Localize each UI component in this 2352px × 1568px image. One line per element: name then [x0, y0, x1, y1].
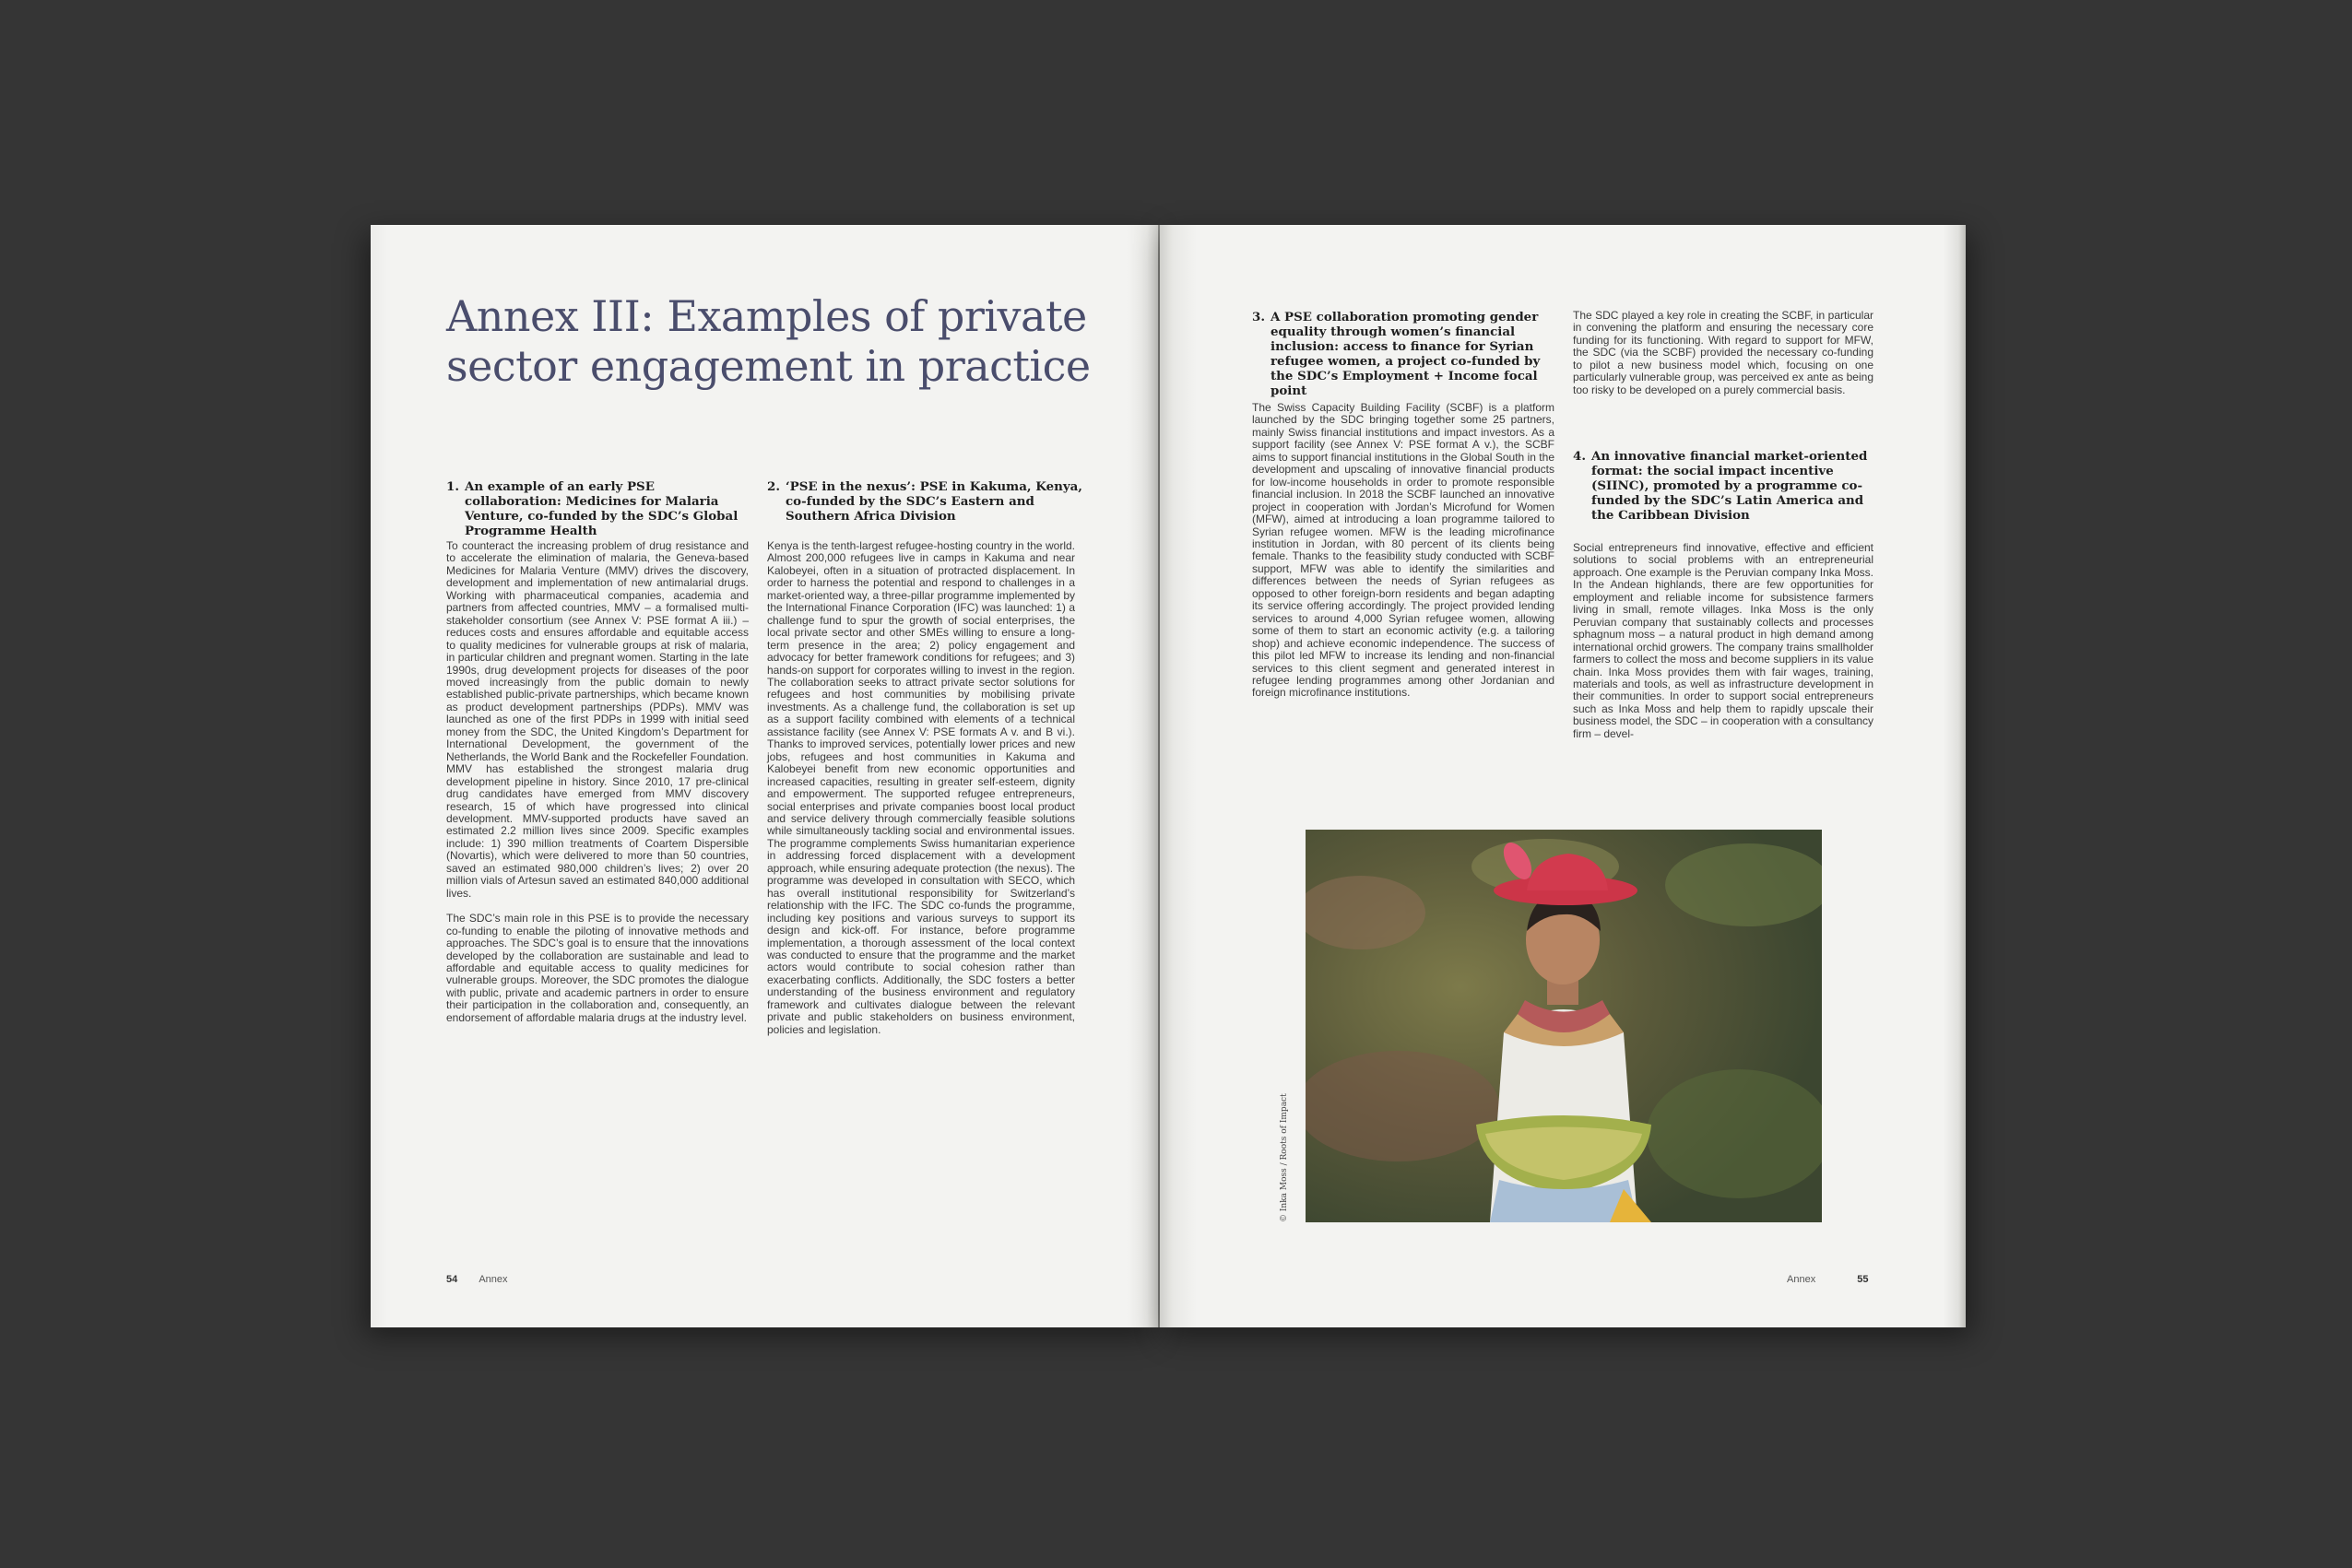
section-3-body-b — [1573, 310, 1873, 409]
page-number: 55 — [1857, 1274, 1869, 1285]
section-4-paragraph: Social entrepreneurs find innovative, effective and efficient solutions to social problems with an entrepreneurial approach. One example is the Peruvian company Inka Moss. In the Andean highlands, there are few opportunities for employment and reliable income for subsistence farmers living in small, remote villages. Inka Moss is the only Peruvian company that sustainably collects and processes sphagnum moss – a natural product in high demand among international orchid growers. The company trains smallholder farmers to collect the moss and become suppliers in its value chain. Inka Moss provides them with fair wages, training, materials and tools, as well as infrastructure development in their communities. In order to support social entrepreneurs such as Inka Moss and help them to rapidly upscale their business model, the SDC – in cooperation with a consultancy firm – devel- — [1573, 541, 1873, 740]
section-3-heading-text: A PSE collaboration promoting gender equality through women’s financial inclusion: access to finance for Syrian refugee women, a project co-funded by the SDC’s Employment + Income focal point — [1271, 310, 1541, 398]
section-1-number: 1. — [446, 479, 459, 494]
left-page — [371, 225, 1158, 1327]
section-4-body — [1573, 542, 1873, 753]
section-1-heading-text: An example of an early PSE collaboration: Medicines for Malaria Venture, co-funded by the SDC’s Global Programme Health — [465, 479, 739, 538]
folio-label: Annex — [479, 1274, 508, 1285]
section-3-paragraph: The Swiss Capacity Building Facility (SCBF) is a platform launched by the SDC bringing together some 25 partners, mainly Swiss financial institutions and impact investors. As a support facility (see Annex V: PSE format A v.), the SCBF aims to support financial institutions in the Global South in the development and upscaling of innovative financial products for low-income households in order to promote responsible financial inclusion. In 2018 the SCBF launched an innovative project in cooperation with Jordan’s Microfund for Women (MFW), aimed at introducing a loan programme tailored to Syrian refugee women. MFW is the leading microfinance institution in Jordan, with 80 percent of its clients being female. Thanks to the feasibility study conducted with SCBF support, MFW was able to identify the similarities and differences between the needs of Syrian refugees as opposed to other foreign-born residents and began adapting its service offering accordingly. The project provided lending services to around 4,000 Syrian refugee women, allowing some of them to start an economic activity (e.g. a tailoring shop) and achieve economic independence. The success of this pilot led MFW to increase its lending and non-financial services to this client segment and generated interest in refugee lending programmes among other Jordanian and foreign microfinance institutions. — [1252, 401, 1554, 700]
section-2-paragraph: Kenya is the tenth-largest refugee-hosting country in the world. Almost 200,000 refugees live in camps in Kakuma and near Kalobeyei, often in a situation of protracted displacement. In order to harness the potential and respond to challenges in a market-oriented way, a three-pillar programme implemented by the International Finance Corporation (IFC) was launched: 1) a challenge fund to spur the growth of social enterprises, the local private sector and other SMEs willing to ensure a long-term presence in the area; 2) policy engagement and advocacy for better framework conditions for refugees; and 3) hands-on support for corporates willing to invest in the region. The collaboration seeks to attract private sector solutions for refugees and host communities by mobilising private investments. As a challenge fund, the collaboration is set up as a support facility combined with elements of a technical assistance facility (see Annex V: PSE formats A v. and B vi.). Thanks to improved services, potentially lower prices and new jobs, refugees and host communities in Kakuma and Kalobeyei benefit from new economic opportunities and increased capacities, resulting in greater self-esteem, dignity and empowerment. The supported refugee entrepreneurs, social enterprises and private companies boost local product and service delivery through commercially feasible solutions while simultaneously tackling social and environmental issues. The programme complements Swiss humanitarian experience in addressing forced displacement with a development approach, while ensuring adequate protection (the nexus). The programme was developed in consultation with SECO, which has overall institutional responsibility for Switzerland’s relationship with the IFC. The SDC co-funds the programme, including key positions and various surveys to support its design and kick-off. For instance, before programme implementation, a thorough assessment of the local context was conducted to ensure that the programme and the market actors would contribute to social cohesion rather than exacerbating conflicts. Additionally, the SDC fosters a better understanding of the business environment and regulatory framework and cultivates dialogue between the relevant private and public stakeholders on business environment, policies and legislation. — [767, 539, 1075, 1036]
folio-label: Annex — [1787, 1274, 1816, 1285]
section-3-paragraph: The SDC played a key role in creating the SCBF, in particular in convening the platform and ensuring the necessary core funding for its functioning. With regard to support for MFW, the SDC (via the SCBF) provided the necessary co-funding to pilot a new business model which, focusing on one particularly vulnerable group, was perceived ex ante as being too risky to be developed on a purely commercial basis. — [1573, 309, 1873, 396]
woman-with-moss-photo — [1306, 830, 1822, 1222]
section-2-number: 2. — [767, 479, 780, 494]
section-4-heading-text: An innovative financial market-oriented format: the social impact incentive (SIINC), promoted by a programme co-funded by the SDC’s Latin America and the Caribbean Division — [1591, 449, 1868, 523]
section-1-paragraph: The SDC’s main role in this PSE is to provide the necessary co-funding to enable the piloting of innovative methods and approaches. The SDC’s goal is to ensure that the innovations developed by the collaboration are sustainable and lead to affordable and equitable access to quality medicines for vulnerable groups. Moreover, the SDC promotes the dialogue with public, private and academic partners in order to ensure their participation in the collaboration and, consequently, an endorsement of affordable malaria drugs at the industry level. — [446, 912, 749, 1024]
section-2-heading — [767, 479, 1085, 524]
section-3-heading — [1252, 310, 1556, 398]
left-folio — [446, 1274, 508, 1285]
section-4-number: 4. — [1573, 449, 1586, 464]
page-number: 54 — [446, 1274, 458, 1285]
section-1-paragraph: To counteract the increasing problem of drug resistance and to accelerate the elimination of malaria, the Geneva-based Medicines for Malaria Venture (MMV) drives the discovery, development and implementation of new antimalarial drugs. Working with pharmaceutical companies, academia and partners from affected countries, MMV – a formalised multi-stakeholder consortium (see Annex V: PSE format A iii.) – reduces costs and ensures affordable and equitable access to quality medicines for vulnerable groups at risk of malaria, in particular children and pregnant women. Starting in the late 1990s, drug development projects for diseases of the poor moved increasingly from the public domain to newly established public-private partnerships, which became known as product development partnerships (PDPs). MMV was launched as one of the first PDPs in 1999 with initial seed money from the SDC, the United Kingdom’s Department for International Development, the government of the Netherlands, the World Bank and the Rockefeller Foundation. MMV has established the strongest malaria drug development pipeline in history. Since 2010, 17 pre-clinical drug candidates have emerged from MMV discovery research, 15 of which have progressed into clinical development. MMV-supported products have saved an estimated 2.2 million lives since 2009. Specific examples include: 1) 390 million treatments of Coartem Dispersible (Novartis), which were delivered to more than 50 countries, saved an estimated 980,000 children’s lives; 2) over 20 million vials of Artesun saved an estimated 840,000 additional lives. — [446, 539, 749, 900]
section-1-heading — [446, 479, 741, 538]
section-4-heading — [1573, 449, 1877, 523]
section-3-number: 3. — [1252, 310, 1265, 324]
right-page — [1160, 225, 1966, 1327]
section-2-body — [767, 540, 1075, 1049]
section-1-body — [446, 540, 749, 1037]
photo-illustration — [1306, 830, 1822, 1222]
right-folio — [1787, 1274, 1869, 1285]
section-2-heading-text: ‘PSE in the nexus’: PSE in Kakuma, Kenya, co-funded by the SDC’s Eastern and Southern Africa Division — [786, 479, 1082, 524]
photo-credit: © Inka Moss / Roots of Impact — [1280, 1093, 1289, 1222]
page-title: Annex III: Examples of private sector engagement in practice — [446, 291, 1091, 391]
section-3-body-a — [1252, 402, 1554, 713]
